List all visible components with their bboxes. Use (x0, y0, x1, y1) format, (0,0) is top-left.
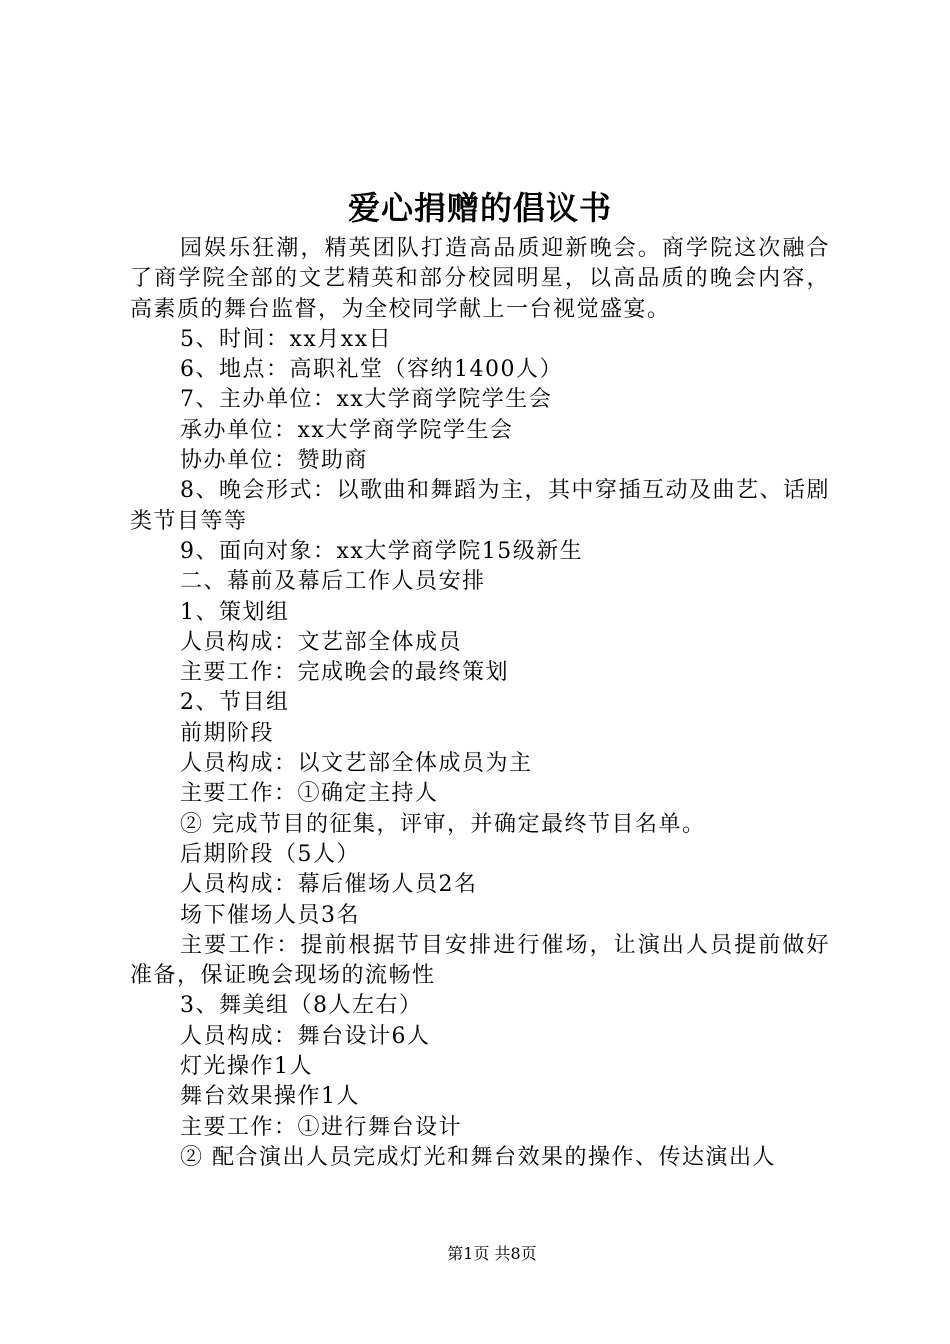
paragraph: 前期阶段 (180, 720, 275, 746)
page-footer: 第1页 共8页 (447, 1244, 537, 1263)
paragraph: 灯光操作1人 (180, 1054, 313, 1080)
paragraph: ② 配合演出人员完成灯光和舞台效果的操作、传达演出人 (180, 1144, 776, 1170)
paragraph: 场下催场人员3名 (180, 902, 360, 928)
paragraph: 5、时间：xx月xx日 (180, 326, 393, 352)
paragraph: 人员构成：幕后催场人员2名 (180, 872, 478, 898)
paragraph: 8、晚会形式：以歌曲和舞蹈为主，其中穿插互动及曲艺、话剧类节目等等 (130, 478, 830, 534)
paragraph: 人员构成：文艺部全体成员 (180, 629, 463, 655)
paragraph: 主要工作：提前根据节目安排进行催场，让演出人员提前做好准备，保证晚会现场的流畅性 (130, 932, 830, 989)
paragraph: 协办单位：赞助商 (180, 448, 369, 474)
paragraph: 6、地点：高职礼堂（容纳1400人） (180, 357, 563, 383)
paragraph: 舞台效果操作1人 (180, 1084, 360, 1110)
paragraph: 2、节目组 (180, 690, 290, 716)
paragraph: ② 完成节目的征集，评审，并确定最终节目名单。 (180, 811, 706, 837)
paragraph: 承办单位：xx大学商学院学生会 (180, 417, 514, 443)
paragraph: 1、策划组 (180, 599, 290, 625)
paragraph: 人员构成：舞台设计6人 (180, 1023, 431, 1049)
paragraph: 人员构成：以文艺部全体成员为主 (180, 751, 533, 777)
paragraph: 二、幕前及幕后工作人员安排 (180, 569, 486, 595)
paragraph: 7、主办单位：xx大学商学院学生会 (180, 387, 553, 413)
paragraph: 9、面向对象：xx大学商学院15级新生 (180, 538, 584, 564)
paragraph: 主要工作：①进行舞台设计 (180, 1114, 463, 1140)
paragraph: 主要工作：完成晚会的最终策划 (180, 660, 510, 686)
paragraph: 主要工作：①确定主持人 (180, 781, 439, 807)
paragraph: 园娱乐狂潮，精英团队打造高品质迎新晚会。商学院这次融合了商学院全部的文艺精英和部分校园明星，以高品质的晚会内容，高素质的舞台监督，为全校同学献上一台视觉盛宴。 (130, 236, 830, 322)
document-title: 爱心捐赠的倡议书 (347, 189, 612, 227)
paragraph: 后期阶段（5人） (180, 841, 360, 867)
document-body (130, 234, 830, 1173)
paragraph: 3、舞美组（8人左右） (180, 993, 423, 1019)
